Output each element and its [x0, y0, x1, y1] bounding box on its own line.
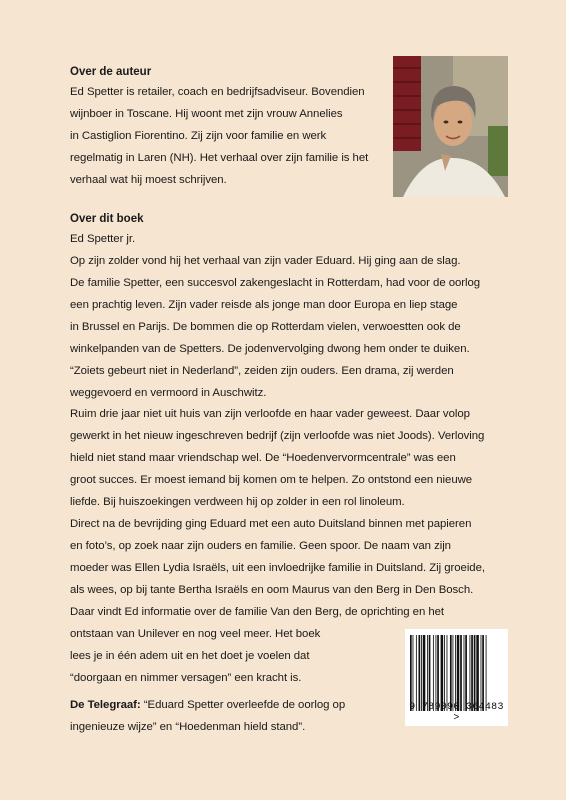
book-line: De familie Spetter, een succesvol zakengeslacht in Rotterdam, had voor de oorlog: [70, 277, 481, 289]
barcode-digits: 9 789090 364483 >: [409, 702, 504, 724]
book-line: Ed Spetter jr.: [70, 233, 136, 245]
book-line: “Zoiets gebeurt niet in Nederland”, zeiden zijn ouders. Een drama, zij werden: [70, 365, 454, 377]
author-line: verhaal wat hij moest schrijven.: [70, 174, 227, 186]
book-line: als wees, op bij tante Bertha Israëls en oom Maurus van den Berg in Den Bosch.: [70, 584, 474, 596]
author-photo: [393, 56, 508, 197]
quote-source: De Telegraaf:: [70, 699, 141, 711]
barcode-bars: [405, 629, 508, 713]
book-line: weggevoerd en vermoord in Auschwitz.: [70, 387, 267, 399]
isbn-barcode: [405, 629, 508, 726]
book-line: gewerkt in het nieuw ingeschreven bedrijf (zijn verloofde was niet Joods). Verloving: [70, 430, 485, 442]
press-quote-line-2: ingenieuze wijze” en “Hoedenman hield stand”.: [70, 721, 306, 733]
book-line: “doorgaan en nimmer versagen” een kracht is.: [70, 672, 302, 684]
author-line: in Castiglion Fiorentino. Zij zijn voor familie en werk: [70, 130, 327, 142]
book-line: winkelpanden van de Spetters. De jodenvervolging dwong hem onder te duiken.: [70, 343, 470, 355]
book-line: in Brussel en Parijs. De bommen die op Rotterdam vielen, verwoestten ook de: [70, 321, 461, 333]
book-line: en foto’s, op zoek naar zijn ouders en familie. Geen spoor. De naam van zijn: [70, 540, 451, 552]
book-line: Daar vindt Ed informatie over de familie Van den Berg, de oprichting en het: [70, 606, 445, 618]
book-line: Ruim drie jaar niet uit huis van zijn verloofde en haar vader geweest. Daar volop: [70, 408, 470, 420]
book-line: moeder was Ellen Lydia Israëls, uit een invloedrijke familie in Duitsland. Zij groeide,: [70, 562, 485, 574]
book-line: liefde. Bij huiszoekingen verdween hij op zolder in een rol linoleum.: [70, 496, 405, 508]
press-quote: [70, 698, 345, 712]
book-line: lees je in één adem uit en het doet je voelen dat: [70, 650, 310, 662]
quote-text-1: “Eduard Spetter overleefde de oorlog op: [140, 699, 346, 711]
book-line: ontstaan van Unilever en nog veel meer. Het boek: [70, 628, 321, 640]
book-line: groot succes. Er moest iemand bij komen om te helpen. Zo ontstond een nieuwe: [70, 474, 473, 486]
author-heading: Over de auteur: [70, 66, 152, 78]
book-line: hield niet stand maar vriendschap wel. De “Hoedenvervormcentrale” was een: [70, 452, 456, 464]
author-line: Ed Spetter is retailer, coach en bedrijfsadviseur. Bovendien: [70, 86, 365, 98]
book-line: een prachtig leven. Zijn vader reisde als jonge man door Europa en liep stage: [70, 299, 458, 311]
book-line: Direct na de bevrijding ging Eduard met een auto Duitsland binnen met papieren: [70, 518, 472, 530]
author-line: wijnboer in Toscane. Hij woont met zijn vrouw Annelies: [70, 108, 343, 120]
author-line: regelmatig in Laren (NH). Het verhaal over zijn familie is het: [70, 152, 369, 164]
book-line: Op zijn zolder vond hij het verhaal van zijn vader Eduard. Hij ging aan de slag.: [70, 255, 461, 267]
book-heading: Over dit boek: [70, 213, 144, 225]
